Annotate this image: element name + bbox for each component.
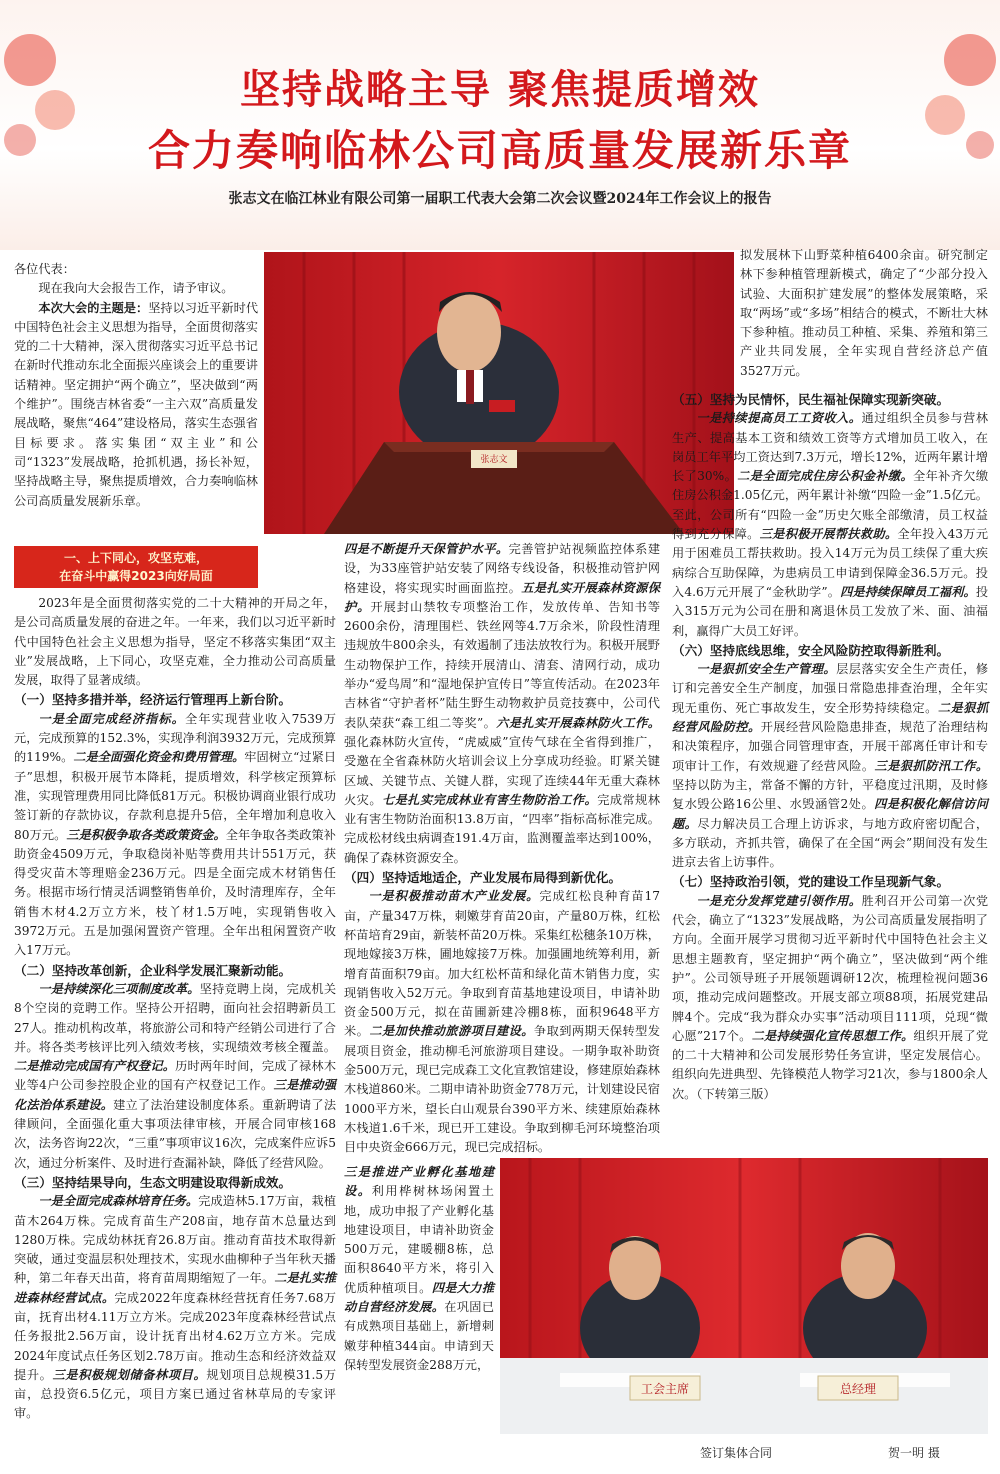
photo-credit-suffix: 摄	[927, 1446, 940, 1460]
desk-name-sign: 张志文	[480, 455, 508, 465]
article-column-2	[344, 540, 660, 1158]
banner-line: 一、上下同心，攻坚克难，	[63, 551, 208, 565]
section-heading: （四）坚持适地适企，产业发展布局得到新优化。	[344, 870, 622, 886]
continued-notice: （下转第三版）	[696, 1086, 776, 1101]
speaker-photo	[264, 252, 734, 534]
paragraph: 三是推进产业孵化基地建设。利用桦树林场闲置土地，成功申报了产业孵化基地建设项目，申请补助资金500万元，建暖棚8栋，总面积8640平方米，将引入优质种植项目。四是大力推动自营经济发展。在巩固已有成熟项目基础上，新增刺嫩芽种植344亩。申请到天保转型发展资金288万元，	[344, 1165, 495, 1372]
paragraph: 一是全面完成森林培育任务。完成造林5.17万亩，栽植苗木264万株。完成育苗生产208亩，地存苗木总量达到1280万株。完成幼林抚育26.8万亩。推动育苗技术取得新突破，通过变温层积处理技术，实现水曲柳种子当年秋天播种，第二年春天出苗，将育苗周期缩短了一年。二是扎实推进森林经营试点。完成2022年度森林经营抚育任务7.68万亩，抚育出材4.11万立方米。完成2023年度森林经营试点任务报批2.56万亩，设计抚育出材4.62万立方米。完成2024年度试点任务区划2.78万亩。推动生态和经济效益双提升。三是积极规划储备林项目。规划项目总规模31.5万亩，总投资6.5亿元，项目方案已通过省林草局的专家评审。	[14, 1194, 337, 1421]
paragraph: 一是持续深化三项制度改革。坚持竞聘上岗，完成机关8个空岗的竞聘工作。坚持公开招聘，面向社会招聘新员工27人。推动机构改革，将旅游公司和特产经销公司进行了合并。将各类考核评比列入绩效考核，实现绩效考核全覆盖。二是推动完成国有产权登记。历时两年时间，完成了禄林木业等4户公司参控股企业的国有产权登记工作。三是推动强化法治体系建设。建立了法治建设制度体系。重新聘请了法律顾问，全面强化重大事项法律审核，开展合同审核168次，法务咨询22次，“三重”事项审议16次，完成案件应诉5次，通过分析案件、及时进行查漏补缺，降低了经营风险。	[14, 981, 337, 1170]
section-heading: （三）坚持结果导向，生态文明建设取得新成效。	[14, 1174, 292, 1190]
article-column-1-lower	[14, 540, 336, 1424]
article-column-3-lower	[672, 390, 988, 1104]
section-heading: （七）坚持政治引领，党的建设工作呈现新气象。	[672, 874, 950, 890]
signing-photo	[500, 1158, 988, 1434]
paragraph: 四是不断提升天保管护水平。完善管护站视频监控体系建设，为33座管护站安装了网络专线设备，积极推动管护网格建设，将实现实时画面监控。五是扎实开展森林资源保护。开展封山禁牧专项整治工作，发放传单、告知书等2600余份，清理围栏、铁丝网等4.7万余米，阶段性清理违规放牛800余头，有效遏制了违法放牧行为。积极开展野生动物保护工作，持续开展清山、清套、清网行动，成功举办“爱鸟周”和“湿地保护宣传日”等宣传活动。在2023年吉林省“守护者杯”陆生野生动物救护员竞技赛中，公司代表队荣获“森工组二等奖”。六是扎实开展森林防火工作。强化森林防火宣传，“虎威威”宣传气球在全省得到推广，受邀在全省森林防火培训会议上分享成功经验。盯紧关键区域、关键节点、关键人群，实现了连续44年无重大森林火灾。七是扎实完成林业有害生物防治工作。完成常规林业有害生物防治面积13.8万亩，“四率”指标高标准完成。完成松材线虫病调查191.4万亩，监测覆盖率达到100%，确保了森林资源安全。	[344, 542, 661, 865]
photo-caption: 签订集体合同	[700, 1446, 773, 1460]
section-heading: （一）坚持多措并举，经济运行管理再上新台阶。	[14, 692, 292, 708]
paragraph: 拟发展林下山野菜种植6400余亩。研究制定林下参种植管理新模式，确定了“少部分投入试验、大面积扩建发展”的整体发展策略，采取“两场”或“多场”相结合的模式，不断壮大林下参种植。推动员工种植、采集、养殖和第三产业共同发展，全年实现自营经济总产值3527万元。	[740, 248, 988, 378]
article-column-1	[14, 260, 258, 511]
lead-label: 本次大会的主题是：	[38, 300, 149, 315]
photographer-name: 贺一明	[888, 1446, 925, 1460]
desk-name-sign: 总经理	[839, 1382, 876, 1396]
desk-name-sign: 工会主席	[640, 1382, 689, 1396]
photographer-credit	[888, 1444, 940, 1461]
section-heading: （五）坚持为民情怀，民生福祉保障实现新突破。	[672, 392, 950, 407]
report-subtitle: 张志文在临江林业有限公司第一届职工代表大会第二次会议暨2024年工作会议上的报告	[228, 191, 772, 207]
headline-line-2: 合力奏响临林公司高质量发展新乐章	[147, 126, 852, 175]
paragraph: 一是持续提高员工工资收入。通过组织全员参与营林生产、提高基本工资和绩效工资等方式增加员工收入，在岗员工年平均工资达到7.3万元，增长12%，近两年累计增长了30%。二是全面完成住房公积金补缴。全年补齐欠缴住房公积金1.05亿元，两年累计补缴“四险一金”1.5亿元。至此，公司所有“四险一金”历史欠账全部缴清，员工权益得到充分保障。三是积极开展帮扶救助。全年投入43万元用于困难员工帮扶救助。投入14万元为员工续保了重大疾病综合互助保障，为患病员工申请到保障金36.5万元。投入4.6万元开展了“金秋助学”。四是持续保障员工福利。投入315万元为公司在册和离退休员工发放了米、面、油福利，赢得广大员工好评。	[672, 411, 989, 638]
paragraph: 现在我向大会报告工作，请予审议。	[38, 281, 234, 296]
section-banner	[14, 546, 258, 588]
paragraph: 一是充分发挥党建引领作用。胜利召开公司第一次党代会，确立了“1323”发展战略，为公司高质量发展指明了方向。全面开展学习贯彻习近平新时代中国特色社会主义思想主题教育，坚定拥护“两个确立”，坚决做到“两个维护”。公司领导班子开展领题调研12次，梳理检视问题36项，推动完成问题整改。开展支部立项88项，拓展党建品牌4个。完成“我为群众办实事”活动项目111项，兑现“微心愿”217个。二是持续强化宣传思想工作。组织开展了党的二十大精神和公司发展形势任务宣讲，坚定发展信心。组织向先进典型、先锋模范人物学习21次，参与1800余人次。（下转第三版）	[672, 893, 989, 1101]
banner-line: 在奋斗中赢得2023向好局面	[59, 569, 213, 583]
paragraph: 本次大会的主题是：坚持以习近平新时代中国特色社会主义思想为指导，全面贯彻落实党的二十大精神，深入贯彻落实习近平总书记在新时代推动东北全面振兴座谈会上的重要讲话精神。坚定拥护“两个确立”，坚决做到“两个维护”。围绕吉林省委“一主六双”高质量发展战略，聚焦“464”建设格局，落实生态强省目标要求。落实集团“双主业”和公司“1323”发展战略，抢抓机遇，扬长补短，坚持战略主导，聚焦提质增效，合力奏响临林公司高质量发展新乐章。	[14, 300, 259, 508]
headline-line-1: 坚持战略主导 聚焦提质增效	[240, 67, 760, 113]
paragraph: 一是狠抓安全生产管理。层层落实安全生产责任，修订和完善安全生产制度，加强日常隐患排查治理，全年实现无重伤、死亡事故发生，安全形势持续稳定。二是狠抓经营风险防控。开展经营风险隐患排查，规范了治理结构和决策程序，加强合同管理审查，开展干部离任审计和专项审计工作，有效规避了经营风险。三是狠抓防汛工作。坚持以防为主，常备不懈的方针，平稳度过汛期，及时修复水毁公路16公里、水毁涵管2处。四是积极化解信访问题。尽力解决员工合理上访诉求，与地方政府密切配合，多方联动，齐抓共管，确保了在全国“两会”期间没有发生进京去省上访事件。	[672, 662, 989, 870]
paragraph: 2023年是全面贯彻落实党的二十大精神的开局之年，是公司高质量发展的奋进之年。一年来，我们以习近平新时代中国特色社会主义思想为指导，坚定不移落实集团“双主业”发展战略，上下同心，攻坚克难，全力推动公司高质量发展，取得了显著成绩。	[14, 596, 336, 688]
article-column-2-narrow	[344, 1163, 494, 1375]
section-heading: （二）坚持改革创新，企业科学发展汇聚新动能。	[14, 962, 292, 978]
signing-illustration	[500, 1158, 988, 1434]
section-heading: （六）坚持底线思维，安全风险防控取得新胜利。	[672, 642, 950, 658]
article-column-3	[740, 246, 988, 381]
speaker-illustration	[264, 252, 734, 534]
greeting: 各位代表：	[14, 262, 75, 276]
paragraph: 一是积极推动苗木产业发展。完成红松良种育苗17亩，产量347万株，刺嫩芽育苗20亩，产量80万株，红松杯苗培育29亩，新装杯苗20万株。采集红松穗条10万株，现地嫁接3万株，圃地嫁接7万株。加强圃地统筹利用，新增育苗面积79亩。加大红松杯苗和绿化苗木销售力度，实现销售收入52万元。争取到育苗基地建设项目，申请补助资金500万元，拟在苗圃新建冷棚8栋，面积9648平方米。二是加快推动旅游项目建设。争取到两期天保转型发展项目资金，推动柳毛河旅游项目建设。一期争取补助资金500万元，现已完成森工文化宣教馆建设，修建原始森林木栈道860米。二期申请补助资金778万元，计划建设民宿1000平方米，望长白山观景台390平方米、续建原始森林木栈道1.6千米，现已开工建设。争取到柳毛河环境整治项目中央资金666万元，现已完成招标。	[344, 889, 661, 1155]
paragraph: 一是全面完成经济指标。全年实现营业收入7539万元，完成预算的152.3%，实现净利润3932万元，完成预算的119%。二是全面强化资金和费用管理。牢固树立“过紧日子”思想，积极开展节本降耗，提质增效，科学核定预算标准，实现管理费用同比降低81万元。积极协调商业银行成功签订新的存款协议，存款利息提升5倍，全年增加利息收入80万元。三是积极争取各类政策资金。全年争取各类政策补助资金4509万元，争取稳岗补贴等费用共计551万元，获得受灾苗木等理赔金236万元。四是全面完成木材销售任务。根据市场行情灵活调整销售单价，及时清理库存，全年销售木材4.2万立方米，枝丫材1.5万吨，实现销售收入3972万元。五是加强闲置资产管理。全年出租闲置资产收入17万元。	[14, 711, 337, 958]
masthead	[0, 0, 1000, 250]
